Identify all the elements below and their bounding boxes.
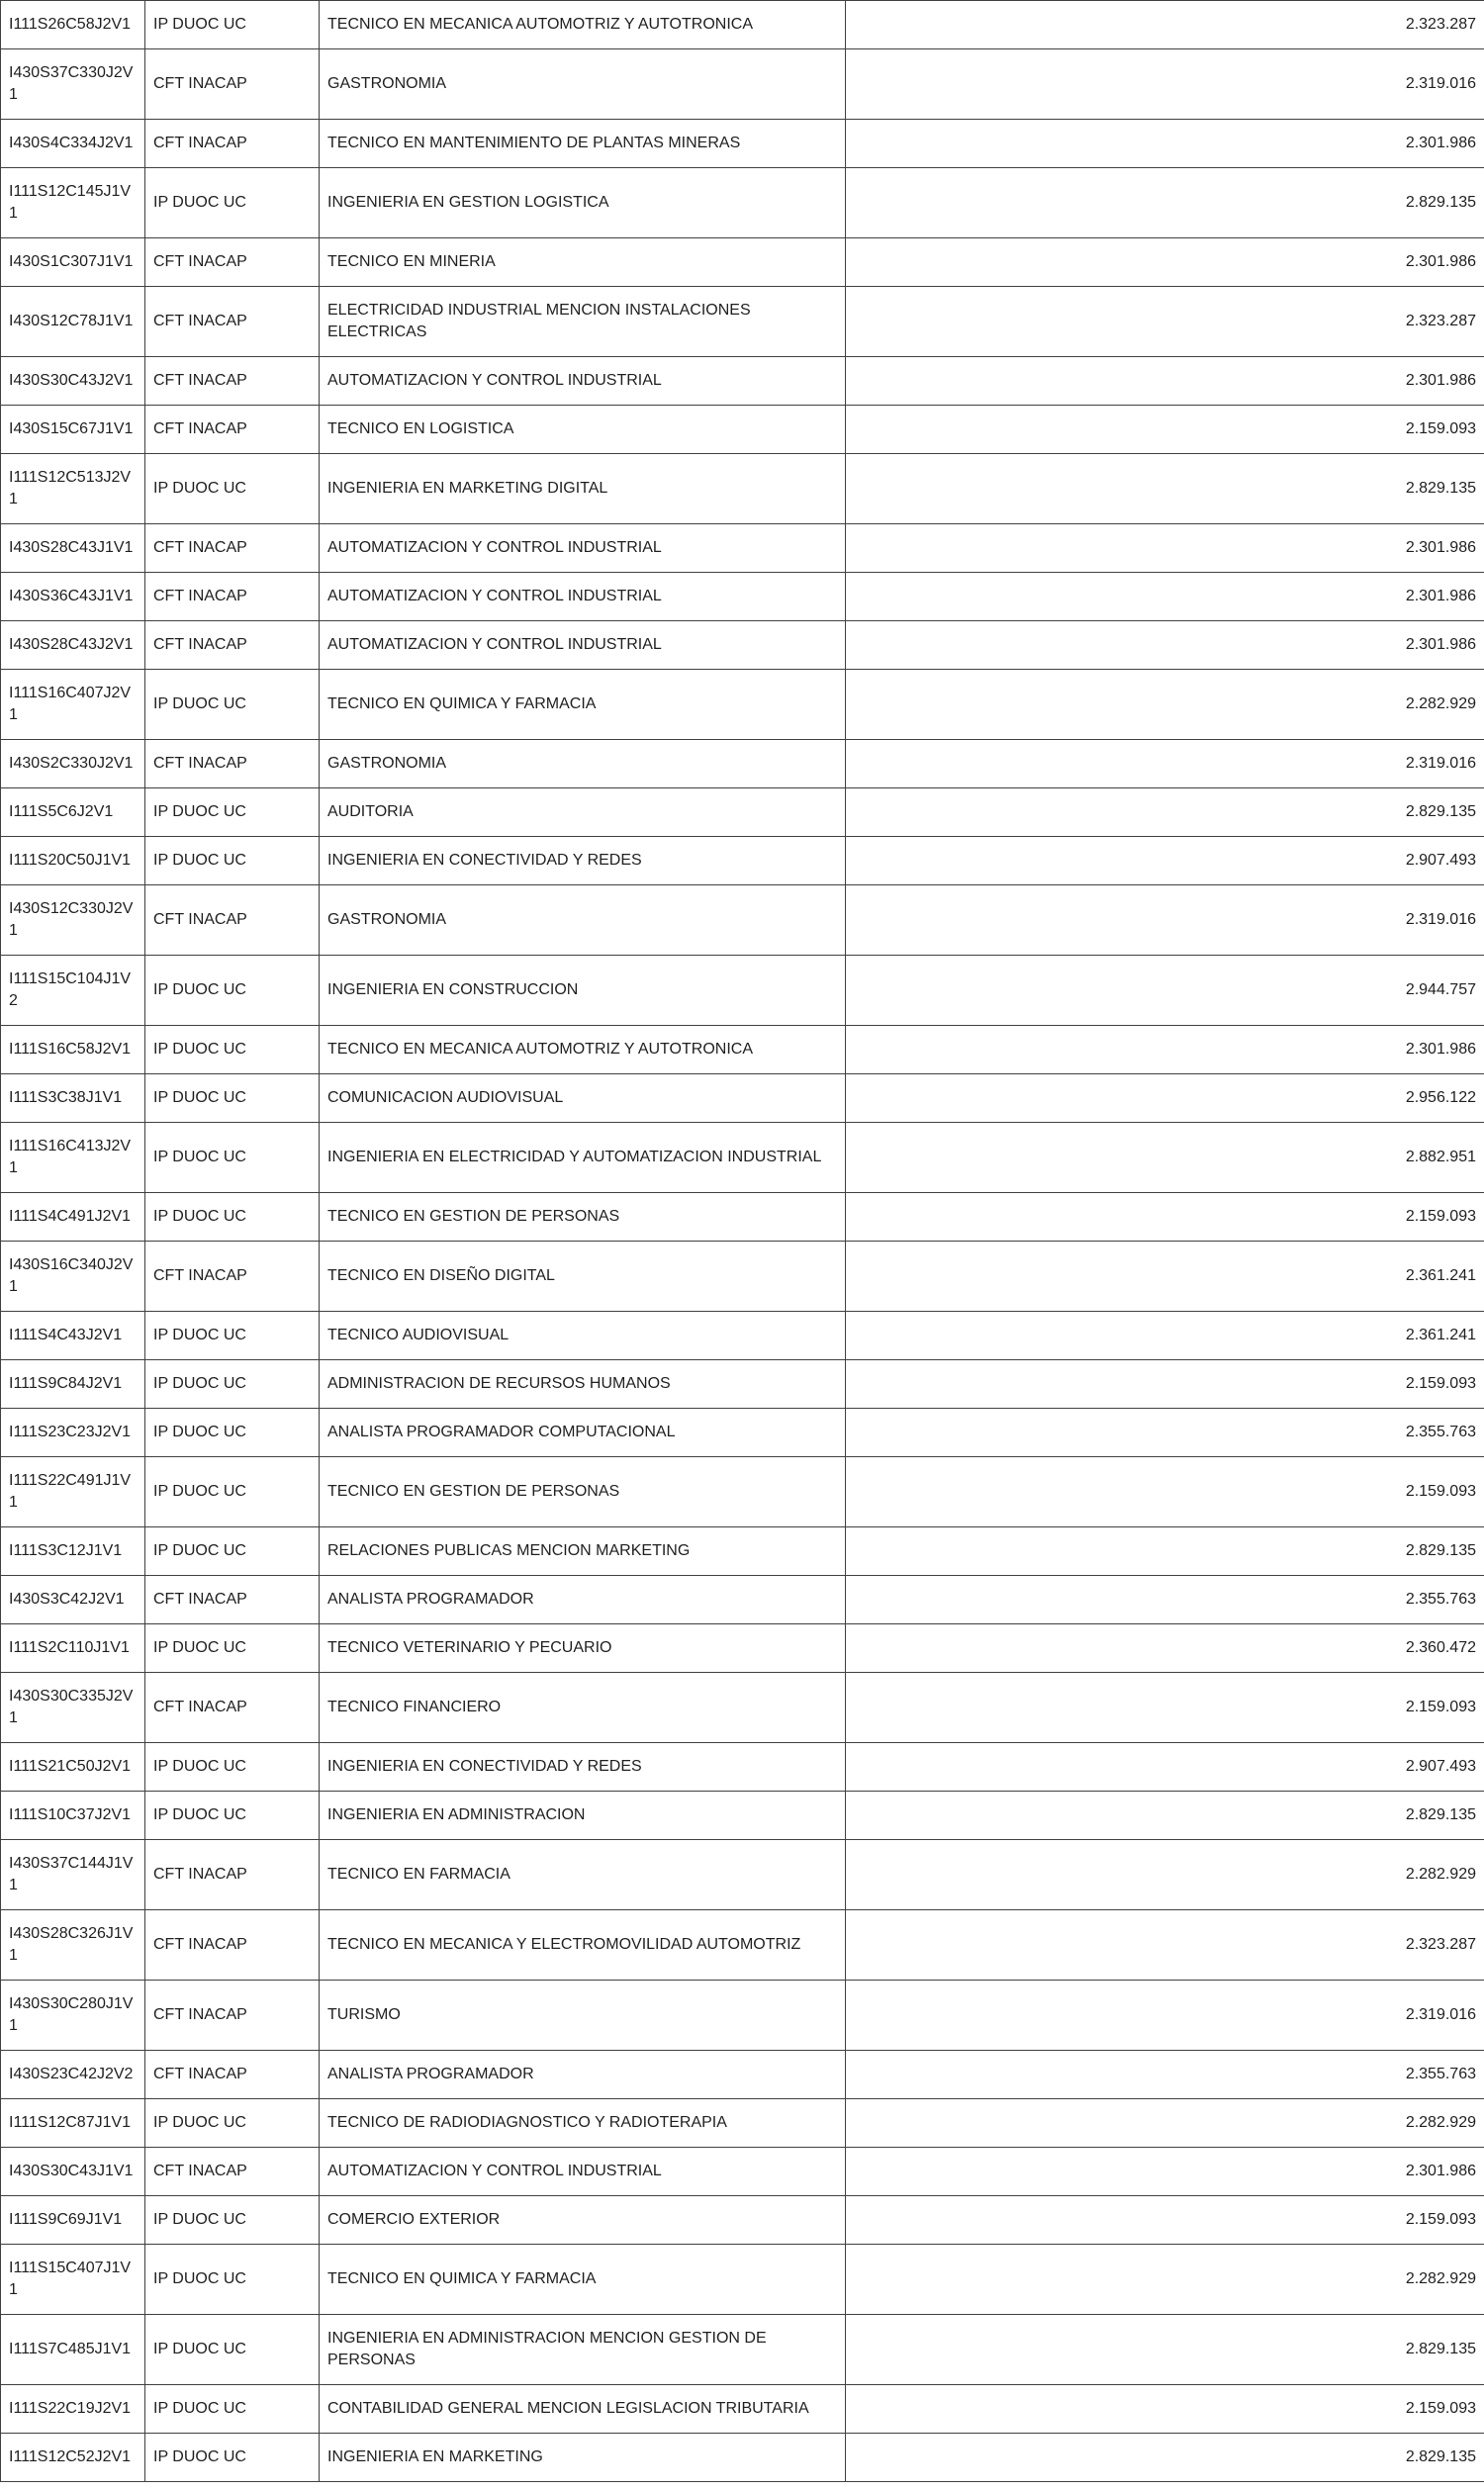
amount-cell: 2.159.093 (846, 1360, 1484, 1409)
program-code-cell: I111S7C485J1V1 (1, 2315, 145, 2385)
amount-cell: 2.282.929 (846, 2245, 1484, 2315)
institution-cell: CFT INACAP (145, 1673, 320, 1743)
program-name-cell: ANALISTA PROGRAMADOR (320, 2051, 846, 2099)
institution-cell: IP DUOC UC (145, 1312, 320, 1360)
program-code-cell: I430S16C340J2V1 (1, 1242, 145, 1312)
program-code-cell: I111S26C58J2V1 (1, 1, 145, 49)
program-name-cell: AUTOMATIZACION Y CONTROL INDUSTRIAL (320, 2148, 846, 2196)
program-code-cell: I111S4C491J2V1 (1, 1193, 145, 1242)
table-row (1, 1360, 1484, 1409)
program-code-cell: I430S36C43J1V1 (1, 573, 145, 621)
institution-cell: IP DUOC UC (145, 837, 320, 885)
amount-cell: 2.355.763 (846, 1576, 1484, 1624)
program-code-cell: I111S22C19J2V1 (1, 2385, 145, 2434)
table-row (1, 1576, 1484, 1624)
program-name-cell: TECNICO EN DISEÑO DIGITAL (320, 1242, 846, 1312)
table-row (1, 621, 1484, 670)
table-row (1, 1910, 1484, 1981)
amount-cell: 2.319.016 (846, 1981, 1484, 2051)
amount-cell: 2.361.241 (846, 1312, 1484, 1360)
table-row (1, 670, 1484, 740)
program-name-cell: INGENIERIA EN CONSTRUCCION (320, 956, 846, 1026)
table-row (1, 357, 1484, 406)
program-code-cell: I111S12C513J2V1 (1, 454, 145, 524)
table-row (1, 1792, 1484, 1840)
amount-cell: 2.301.986 (846, 2148, 1484, 2196)
program-name-cell: TECNICO EN MINERIA (320, 238, 846, 287)
program-code-cell: I111S5C6J2V1 (1, 788, 145, 837)
amount-cell: 2.907.493 (846, 837, 1484, 885)
institution-cell: CFT INACAP (145, 406, 320, 454)
program-name-cell: INGENIERIA EN CONECTIVIDAD Y REDES (320, 837, 846, 885)
table-row (1, 287, 1484, 357)
amount-cell: 2.159.093 (846, 2385, 1484, 2434)
program-code-cell: I430S28C43J1V1 (1, 524, 145, 573)
amount-cell: 2.829.135 (846, 2315, 1484, 2385)
amount-cell: 2.323.287 (846, 287, 1484, 357)
amount-cell: 2.301.986 (846, 1026, 1484, 1074)
amount-cell: 2.829.135 (846, 2434, 1484, 2482)
amount-cell: 2.301.986 (846, 357, 1484, 406)
program-name-cell: TECNICO EN MECANICA AUTOMOTRIZ Y AUTOTRONICA (320, 1, 846, 49)
institution-cell: CFT INACAP (145, 621, 320, 670)
table-row (1, 1, 1484, 49)
program-code-cell: I111S4C43J2V1 (1, 1312, 145, 1360)
program-name-cell: TECNICO EN LOGISTICA (320, 406, 846, 454)
program-code-cell: I430S1C307J1V1 (1, 238, 145, 287)
program-code-cell: I430S30C280J1V1 (1, 1981, 145, 2051)
table-row (1, 2385, 1484, 2434)
amount-cell: 2.319.016 (846, 740, 1484, 788)
institution-cell: IP DUOC UC (145, 1743, 320, 1792)
institution-cell: CFT INACAP (145, 740, 320, 788)
table-row (1, 2196, 1484, 2245)
institution-cell: CFT INACAP (145, 1242, 320, 1312)
table-row (1, 406, 1484, 454)
program-code-cell: I430S2C330J2V1 (1, 740, 145, 788)
table-row (1, 2099, 1484, 2148)
program-name-cell: INGENIERIA EN CONECTIVIDAD Y REDES (320, 1743, 846, 1792)
table-row (1, 573, 1484, 621)
institution-cell: IP DUOC UC (145, 2196, 320, 2245)
institution-cell: IP DUOC UC (145, 1, 320, 49)
table-row (1, 1981, 1484, 2051)
program-name-cell: TECNICO EN GESTION DE PERSONAS (320, 1193, 846, 1242)
program-code-cell: I111S9C84J2V1 (1, 1360, 145, 1409)
table-row (1, 2315, 1484, 2385)
program-name-cell: AUTOMATIZACION Y CONTROL INDUSTRIAL (320, 357, 846, 406)
table-row (1, 1409, 1484, 1457)
table-row (1, 1026, 1484, 1074)
table-row (1, 2245, 1484, 2315)
table-row (1, 120, 1484, 168)
program-name-cell: AUTOMATIZACION Y CONTROL INDUSTRIAL (320, 524, 846, 573)
program-code-cell: I111S3C12J1V1 (1, 1527, 145, 1576)
table-row (1, 1527, 1484, 1576)
table-row (1, 1123, 1484, 1193)
institution-cell: CFT INACAP (145, 49, 320, 120)
institution-cell: IP DUOC UC (145, 1527, 320, 1576)
institution-cell: CFT INACAP (145, 573, 320, 621)
program-name-cell: INGENIERIA EN ADMINISTRACION MENCION GESTION DE PERSONAS (320, 2315, 846, 2385)
table-row (1, 2434, 1484, 2482)
program-name-cell: ANALISTA PROGRAMADOR (320, 1576, 846, 1624)
amount-cell: 2.301.986 (846, 573, 1484, 621)
program-name-cell: TECNICO VETERINARIO Y PECUARIO (320, 1624, 846, 1673)
program-code-cell: I430S30C43J2V1 (1, 357, 145, 406)
program-name-cell: TECNICO EN GESTION DE PERSONAS (320, 1457, 846, 1527)
program-name-cell: AUTOMATIZACION Y CONTROL INDUSTRIAL (320, 573, 846, 621)
table-row (1, 2148, 1484, 2196)
program-code-cell: I111S2C110J1V1 (1, 1624, 145, 1673)
program-name-cell: GASTRONOMIA (320, 49, 846, 120)
amount-cell: 2.282.929 (846, 2099, 1484, 2148)
program-code-cell: I430S3C42J2V1 (1, 1576, 145, 1624)
table-row (1, 1673, 1484, 1743)
amount-cell: 2.882.951 (846, 1123, 1484, 1193)
program-name-cell: GASTRONOMIA (320, 885, 846, 956)
institution-cell: CFT INACAP (145, 1910, 320, 1981)
program-code-cell: I111S15C104J1V2 (1, 956, 145, 1026)
program-code-cell: I430S12C330J2V1 (1, 885, 145, 956)
table-row (1, 1743, 1484, 1792)
program-name-cell: TECNICO EN MECANICA Y ELECTROMOVILIDAD AUTOMOTRIZ (320, 1910, 846, 1981)
institution-cell: IP DUOC UC (145, 1457, 320, 1527)
program-name-cell: CONTABILIDAD GENERAL MENCION LEGISLACION TRIBUTARIA (320, 2385, 846, 2434)
amount-cell: 2.907.493 (846, 1743, 1484, 1792)
table-row (1, 1312, 1484, 1360)
program-code-cell: I111S16C58J2V1 (1, 1026, 145, 1074)
table-row (1, 740, 1484, 788)
program-code-cell: I111S23C23J2V1 (1, 1409, 145, 1457)
program-code-cell: I111S12C87J1V1 (1, 2099, 145, 2148)
program-name-cell: AUDITORIA (320, 788, 846, 837)
program-code-cell: I111S20C50J1V1 (1, 837, 145, 885)
program-name-cell: TECNICO EN FARMACIA (320, 1840, 846, 1910)
table-row (1, 1242, 1484, 1312)
amount-cell: 2.282.929 (846, 1840, 1484, 1910)
amount-cell: 2.159.093 (846, 2196, 1484, 2245)
institution-cell: IP DUOC UC (145, 956, 320, 1026)
institution-cell: CFT INACAP (145, 2051, 320, 2099)
amount-cell: 2.829.135 (846, 168, 1484, 238)
amount-cell: 2.360.472 (846, 1624, 1484, 1673)
program-name-cell: TECNICO AUDIOVISUAL (320, 1312, 846, 1360)
program-name-cell: ADMINISTRACION DE RECURSOS HUMANOS (320, 1360, 846, 1409)
program-code-cell: I111S3C38J1V1 (1, 1074, 145, 1123)
institution-cell: CFT INACAP (145, 885, 320, 956)
table-row (1, 1074, 1484, 1123)
institution-cell: IP DUOC UC (145, 2385, 320, 2434)
program-name-cell: TECNICO DE RADIODIAGNOSTICO Y RADIOTERAPIA (320, 2099, 846, 2148)
program-name-cell: INGENIERIA EN MARKETING DIGITAL (320, 454, 846, 524)
institution-cell: IP DUOC UC (145, 1026, 320, 1074)
institution-cell: IP DUOC UC (145, 168, 320, 238)
amount-cell: 2.282.929 (846, 670, 1484, 740)
amount-cell: 2.159.093 (846, 406, 1484, 454)
table-row (1, 49, 1484, 120)
amount-cell: 2.323.287 (846, 1910, 1484, 1981)
program-name-cell: TECNICO EN QUIMICA Y FARMACIA (320, 670, 846, 740)
amount-cell: 2.956.122 (846, 1074, 1484, 1123)
amount-cell: 2.319.016 (846, 49, 1484, 120)
amount-cell: 2.361.241 (846, 1242, 1484, 1312)
institution-cell: IP DUOC UC (145, 454, 320, 524)
amount-cell: 2.301.986 (846, 120, 1484, 168)
program-code-cell: I430S37C330J2V1 (1, 49, 145, 120)
institution-cell: IP DUOC UC (145, 788, 320, 837)
program-code-cell: I430S28C326J1V1 (1, 1910, 145, 1981)
program-code-cell: I430S30C43J1V1 (1, 2148, 145, 2196)
institution-cell: IP DUOC UC (145, 1193, 320, 1242)
table-row (1, 524, 1484, 573)
program-code-cell: I111S16C407J2V1 (1, 670, 145, 740)
program-code-cell: I430S37C144J1V1 (1, 1840, 145, 1910)
table-row (1, 238, 1484, 287)
institution-cell: IP DUOC UC (145, 1123, 320, 1193)
program-name-cell: COMERCIO EXTERIOR (320, 2196, 846, 2245)
amount-cell: 2.323.287 (846, 1, 1484, 49)
institution-cell: IP DUOC UC (145, 1074, 320, 1123)
program-name-cell: ELECTRICIDAD INDUSTRIAL MENCION INSTALACIONES ELECTRICAS (320, 287, 846, 357)
program-code-cell: I430S30C335J2V1 (1, 1673, 145, 1743)
program-code-cell: I430S4C334J2V1 (1, 120, 145, 168)
institution-cell: CFT INACAP (145, 238, 320, 287)
program-code-cell: I111S21C50J2V1 (1, 1743, 145, 1792)
program-code-cell: I111S15C407J1V1 (1, 2245, 145, 2315)
amount-cell: 2.829.135 (846, 788, 1484, 837)
institution-cell: CFT INACAP (145, 357, 320, 406)
program-name-cell: RELACIONES PUBLICAS MENCION MARKETING (320, 1527, 846, 1576)
amount-cell: 2.319.016 (846, 885, 1484, 956)
program-name-cell: ANALISTA PROGRAMADOR COMPUTACIONAL (320, 1409, 846, 1457)
institution-cell: IP DUOC UC (145, 2099, 320, 2148)
institution-cell: IP DUOC UC (145, 1792, 320, 1840)
table-row (1, 1193, 1484, 1242)
amount-cell: 2.829.135 (846, 454, 1484, 524)
program-name-cell: TECNICO EN MANTENIMIENTO DE PLANTAS MINERAS (320, 120, 846, 168)
amount-cell: 2.159.093 (846, 1673, 1484, 1743)
amount-cell: 2.301.986 (846, 524, 1484, 573)
program-name-cell: INGENIERIA EN GESTION LOGISTICA (320, 168, 846, 238)
program-name-cell: AUTOMATIZACION Y CONTROL INDUSTRIAL (320, 621, 846, 670)
program-code-cell: I430S12C78J1V1 (1, 287, 145, 357)
program-code-cell: I430S15C67J1V1 (1, 406, 145, 454)
program-code-cell: I111S16C413J2V1 (1, 1123, 145, 1193)
program-code-cell: I430S23C42J2V2 (1, 2051, 145, 2099)
amount-cell: 2.159.093 (846, 1193, 1484, 1242)
institution-cell: IP DUOC UC (145, 1624, 320, 1673)
institution-cell: IP DUOC UC (145, 1409, 320, 1457)
table-row (1, 885, 1484, 956)
table-row (1, 1624, 1484, 1673)
institution-cell: IP DUOC UC (145, 2434, 320, 2482)
program-name-cell: TECNICO EN QUIMICA Y FARMACIA (320, 2245, 846, 2315)
table-row (1, 788, 1484, 837)
program-name-cell: GASTRONOMIA (320, 740, 846, 788)
amount-cell: 2.301.986 (846, 621, 1484, 670)
table-row (1, 454, 1484, 524)
program-code-cell: I430S28C43J2V1 (1, 621, 145, 670)
amount-cell: 2.301.986 (846, 238, 1484, 287)
amount-cell: 2.355.763 (846, 1409, 1484, 1457)
amount-cell: 2.829.135 (846, 1527, 1484, 1576)
institution-cell: CFT INACAP (145, 120, 320, 168)
table-row (1, 168, 1484, 238)
institution-cell: CFT INACAP (145, 1576, 320, 1624)
table-row (1, 1840, 1484, 1910)
table-row (1, 837, 1484, 885)
program-name-cell: INGENIERIA EN ADMINISTRACION (320, 1792, 846, 1840)
table-row (1, 956, 1484, 1026)
program-code-cell: I111S9C69J1V1 (1, 2196, 145, 2245)
institution-cell: IP DUOC UC (145, 2245, 320, 2315)
institution-cell: CFT INACAP (145, 1981, 320, 2051)
program-name-cell: INGENIERIA EN ELECTRICIDAD Y AUTOMATIZACION INDUSTRIAL (320, 1123, 846, 1193)
amount-cell: 2.944.757 (846, 956, 1484, 1026)
program-name-cell: COMUNICACION AUDIOVISUAL (320, 1074, 846, 1123)
institution-cell: CFT INACAP (145, 524, 320, 573)
amount-cell: 2.355.763 (846, 2051, 1484, 2099)
institution-cell: CFT INACAP (145, 2148, 320, 2196)
program-code-cell: I111S10C37J2V1 (1, 1792, 145, 1840)
program-name-cell: TECNICO FINANCIERO (320, 1673, 846, 1743)
institution-cell: IP DUOC UC (145, 2315, 320, 2385)
institution-cell: CFT INACAP (145, 287, 320, 357)
program-name-cell: TURISMO (320, 1981, 846, 2051)
amount-cell: 2.159.093 (846, 1457, 1484, 1527)
table-row (1, 1457, 1484, 1527)
institution-cell: IP DUOC UC (145, 1360, 320, 1409)
table-row (1, 2051, 1484, 2099)
program-name-cell: TECNICO EN MECANICA AUTOMOTRIZ Y AUTOTRONICA (320, 1026, 846, 1074)
program-code-cell: I111S12C145J1V1 (1, 168, 145, 238)
institution-cell: CFT INACAP (145, 1840, 320, 1910)
table-body (1, 1, 1484, 2482)
program-code-cell: I111S22C491J1V1 (1, 1457, 145, 1527)
program-name-cell: INGENIERIA EN MARKETING (320, 2434, 846, 2482)
amount-cell: 2.829.135 (846, 1792, 1484, 1840)
program-code-cell: I111S12C52J2V1 (1, 2434, 145, 2482)
institution-cell: IP DUOC UC (145, 670, 320, 740)
